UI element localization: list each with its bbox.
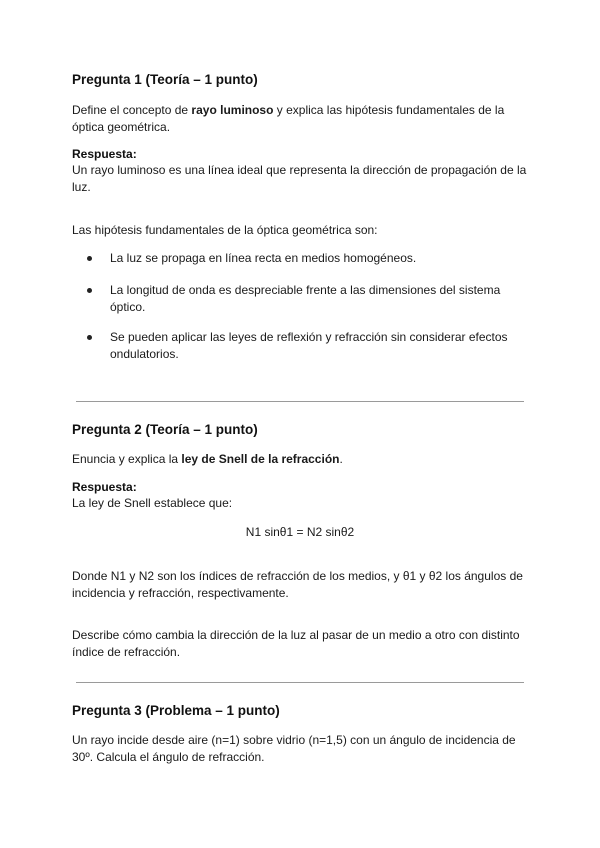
question-2-prompt-pre: Enuncia y explica la (72, 452, 182, 466)
question-1-hypotheses-intro: Las hipótesis fundamentales de la óptica geométrica son: (72, 223, 378, 237)
question-1-answer: Un rayo luminoso es una línea ideal que representa la dirección de propagación de la luz. (72, 163, 527, 194)
question-3-prompt: Un rayo incide desde aire (n=1) sobre vidrio (n=1,5) con un ángulo de incidencia de 30º. Calcula el ángulo de refracción. (72, 733, 516, 764)
question-2-prompt-term: ley de Snell de la refracción (181, 452, 340, 466)
bullet-icon (87, 256, 92, 261)
question-2-prompt-post: . (339, 452, 343, 466)
bullet-icon (87, 288, 92, 293)
question-1-prompt-post: y explica las hipótesis fundamentales de la óptica geométrica. (72, 103, 505, 134)
section-divider (76, 401, 524, 402)
section-divider (76, 682, 524, 683)
question-3-title: Pregunta 3 (Problema – 1 punto) (72, 703, 280, 718)
list-item (90, 282, 515, 316)
question-2-explanation: Donde N1 y N2 son los índices de refracción de los medios, y θ1 y θ2 los ángulos de incidencia y refracción, respectivamente. (72, 569, 523, 600)
snell-equation: N1 sinθ1 = N2 sinθ2 (245, 525, 355, 539)
list-item (90, 250, 515, 267)
question-1-title: Pregunta 1 (Teoría – 1 punto) (72, 72, 258, 87)
question-2-answer-intro: La ley de Snell establece que: (72, 496, 233, 510)
question-1-prompt-term: rayo luminoso (191, 103, 274, 117)
question-2-response-label: Respuesta: (72, 480, 137, 494)
bullet-icon (87, 335, 92, 340)
question-2-title: Pregunta 2 (Teoría – 1 punto) (72, 422, 258, 437)
list-item-text: La luz se propaga en línea recta en medios homogéneos. (110, 251, 417, 265)
question-1-prompt (72, 102, 528, 136)
question-1-response-label: Respuesta: (72, 147, 137, 161)
list-item (90, 329, 515, 363)
question-2-followup: Describe cómo cambia la dirección de la luz al pasar de un medio a otro con distinto índice de refracción. (72, 628, 520, 659)
list-item-text: Se pueden aplicar las leyes de reflexión y refracción sin considerar efectos ondulatorios. (110, 330, 508, 361)
question-2-prompt (72, 451, 528, 468)
question-1-prompt-pre: Define el concepto de (72, 103, 192, 117)
list-item-text: La longitud de onda es despreciable frente a las dimensiones del sistema óptico. (110, 283, 501, 314)
